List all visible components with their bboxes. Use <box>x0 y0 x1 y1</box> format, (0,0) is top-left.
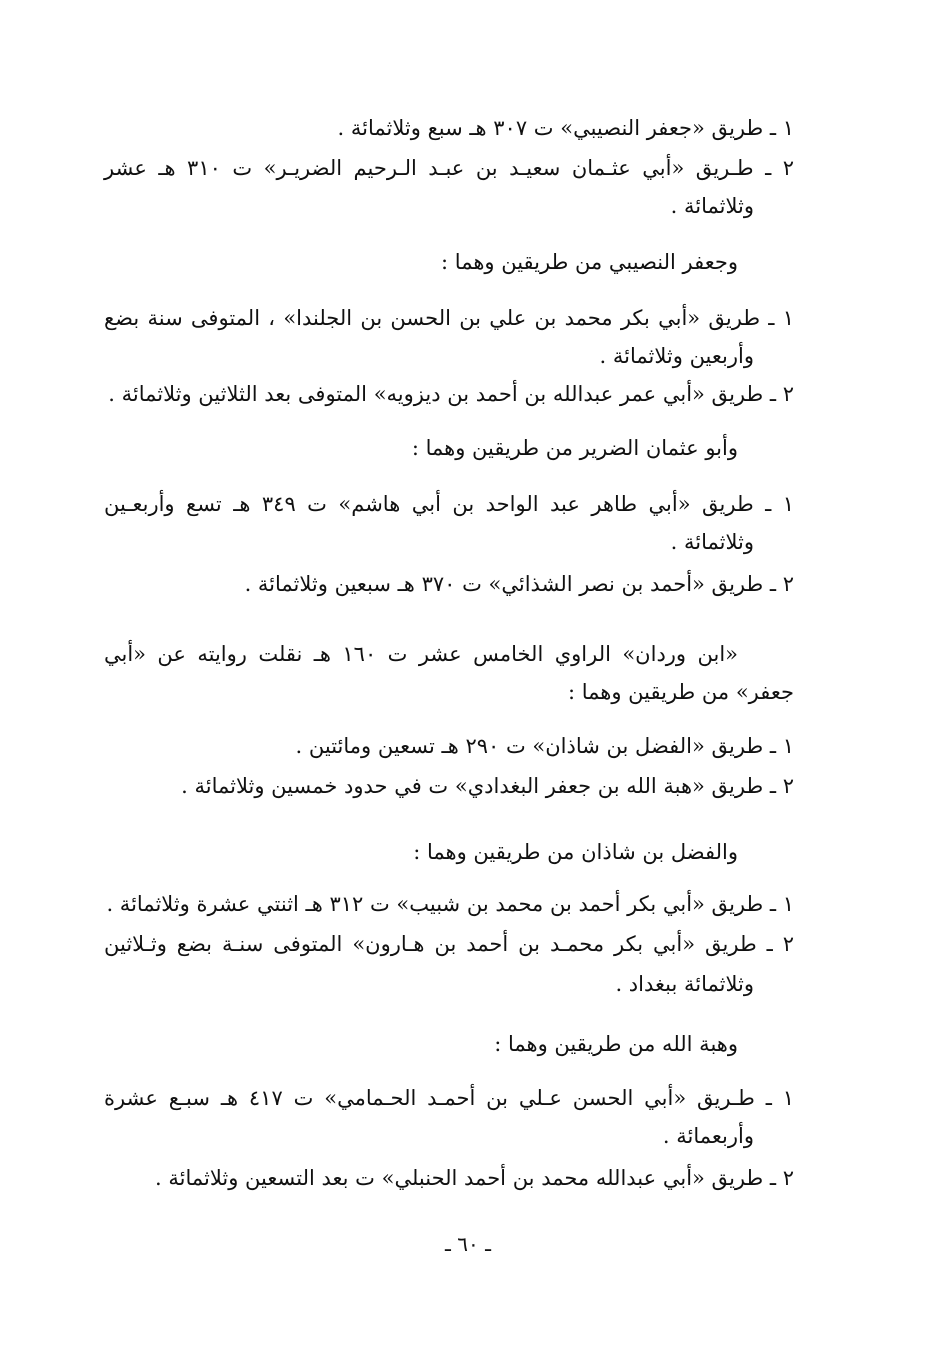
continuation-line: وأربعين وثلاثمائة . <box>599 344 754 368</box>
route-line-ibn-harun: ٢ ـ طريق «أبي بكر محمـد بن أحمد بن هـارون» المتوفى سنـة بضع وثـلاثين <box>104 932 794 956</box>
route-line-abu-tahir: ١ ـ طريق «أبي طاهر عبد الواحد بن أبي هاشم» ت ٣٤٩ هـ تسع وأربعـين <box>104 492 795 516</box>
continuation-line: وثلاثمائة . <box>670 194 754 218</box>
continuation-line: وأربعمائة . <box>662 1124 754 1148</box>
route-line-hibat-allah: ٢ ـ طريق «هبة الله بن جعفر البغدادي» ت في حدود خمسين وثلاثمائة . <box>181 774 794 798</box>
route-line-hanbali: ٢ ـ طريق «أبي عبدالله محمد بن أحمد الحنبلي» ت بعد التسعين وثلاثمائة . <box>155 1166 794 1190</box>
continuation-line: وثلاثمائة . <box>670 530 754 554</box>
section-intro-hibat-allah: وهبة الله من طريقين وهما : <box>494 1032 738 1056</box>
section-intro-abu-uthman: وأبو عثمان الضرير من طريقين وهما : <box>411 436 738 460</box>
route-line-ibn-dizawayh: ٢ ـ طريق «أبي عمر عبدالله بن أحمد بن ديزويه» المتوفى بعد الثلاثين وثلاثمائة . <box>108 382 794 406</box>
paragraph-ibn-wardan: «ابن وردان» الراوي الخامس عشر ت ١٦٠ هـ نقلت روايته عن «أبي <box>104 642 738 666</box>
paragraph-continuation: جعفر» من طريقين وهما : <box>567 680 794 704</box>
section-intro-jafar: وجعفر النصيبي من طريقين وهما : <box>441 250 738 274</box>
route-line-ibn-shabib: ١ ـ طريق «أبي بكر أحمد بن محمد بن شبيب» ت ٣١٢ هـ اثنتي عشرة وثلاثمائة . <box>106 892 794 916</box>
continuation-line: وثلاثمائة ببغداد . <box>615 972 754 996</box>
route-line-abu-uthman-darir: ٢ ـ طـريق «أبي عثـمان سعيـد بن عبـد الـرحيم الضريـر» ت ٣١٠ هـ عشر <box>104 156 795 180</box>
route-line-ibn-al-julanda: ١ ـ طريق «أبي بكر محمد بن علي بن الحسن بن الجلندا» ، المتوفى سنة بضع <box>104 306 794 330</box>
route-line-fadl-ibn-shadhan: ١ ـ طريق «الفضل بن شاذان» ت ٢٩٠ هـ تسعين ومائتين . <box>295 734 794 758</box>
route-line-jafar-nusaybi: ١ ـ طريق «جعفر النصيبي» ت ٣٠٧ هـ سبع وثلاثمائة . <box>337 116 794 140</box>
route-line-shadhai: ٢ ـ طريق «أحمد بن نصر الشذائي» ت ٣٧٠ هـ سبعين وثلاثمائة . <box>244 572 794 596</box>
page-number: ـ ٦٠ ـ <box>445 1232 491 1256</box>
route-line-hammami: ١ ـ طـريق «أبي الحسن عـلي بن أحمـد الحـمامي» ت ٤١٧ هـ سبـع عشرة <box>104 1086 794 1110</box>
section-intro-fadl: والفضل بن شاذان من طريقين وهما : <box>413 840 738 864</box>
